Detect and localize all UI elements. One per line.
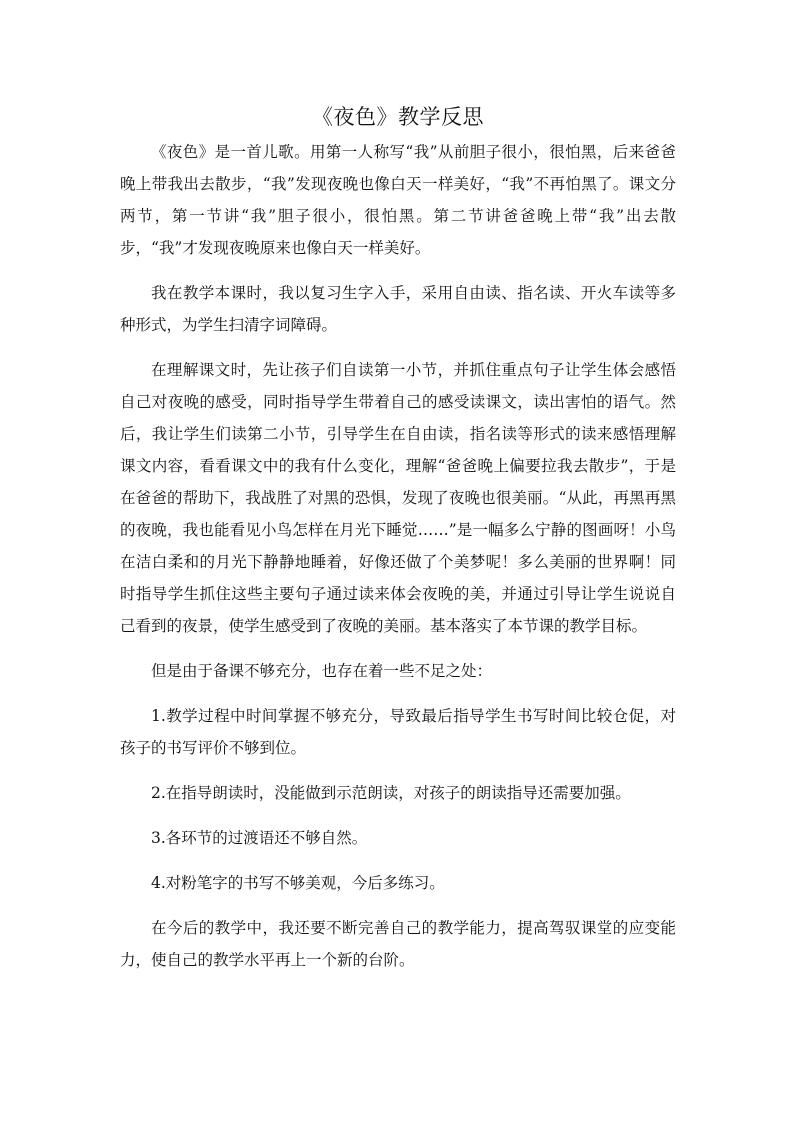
list-item-3: 3.各环节的过渡语还不够自然。 [151,829,368,847]
paragraph-conclusion: 在今后的教学中，我还要不断完善自己的教学能力，提高驾驭课堂的应变能力，使自己的教学水平再上一个新的台阶。 [120,919,676,969]
paragraph-understanding: 在理解课文时，先让孩子们自读第一小节，并抓住重点句子让学生体会感悟自己对夜晚的感受，同时指导学生带着自己的感受读课文，读出害怕的语气。然后，我让学生们读第二小节，引导学生在自由读，指名读等形式的读来感悟理解课文内容，看看课文中的我有什么变化，理解“爸爸晚上偏要拉我去散步”，于是在爸爸的帮助下，我战胜了对黑的恐惧，发现了夜晚也很美丽。“从此，再黑再黑的夜晚，我也能看见小鸟怎样在月光下睡觉……”是一幅多么宁静的图画呀！小鸟在洁白柔和的月光下静静地睡着，好像还做了个美梦呢！多么美丽的世界啊！同时指导学生抓住这些主要句子通过读来体会夜晚的美，并通过引导让学生说说自己看到的夜景，使学生感受到了夜晚的美丽。基本落实了本节课的教学目标。 [120,361,676,635]
list-item-1: 1.教学过程中时间掌握不够充分，导致最后指导学生书写时间比较仓促，对孩子的书写评价不够到位。 [120,707,676,757]
paragraph-intro: 《夜色》是一首儿歌。用第一人称写“我”从前胆子很小，很怕黑，后来爸爸晚上带我出去散步，“我”发现夜晚也像白天一样美好，“我”不再怕黑了。课文分两节，第一节讲“我”胆子很小，很怕黑。第二节讲爸爸晚上带“我”出去散步，“我”才发现夜晚原来也像白天一样美好。 [120,143,676,257]
list-item-4: 4.对粉笔字的书写不够美观，今后多练习。 [151,874,445,892]
paragraph-shortcomings-intro: 但是由于备课不够充分，也存在着一些不足之处： [151,662,493,680]
list-item-2: 2.在指导朗读时，没能做到示范朗读，对孩子的朗读指导还需要加强。 [151,784,631,802]
document-page [120,100,676,989]
document-title: 《夜色》教学反思 [312,105,484,129]
paragraph-vocabulary: 我在教学本课时，我以复习生字入手，采用自由读、指名读、开火车读等多种形式，为学生扫清字词障碍。 [120,284,676,334]
